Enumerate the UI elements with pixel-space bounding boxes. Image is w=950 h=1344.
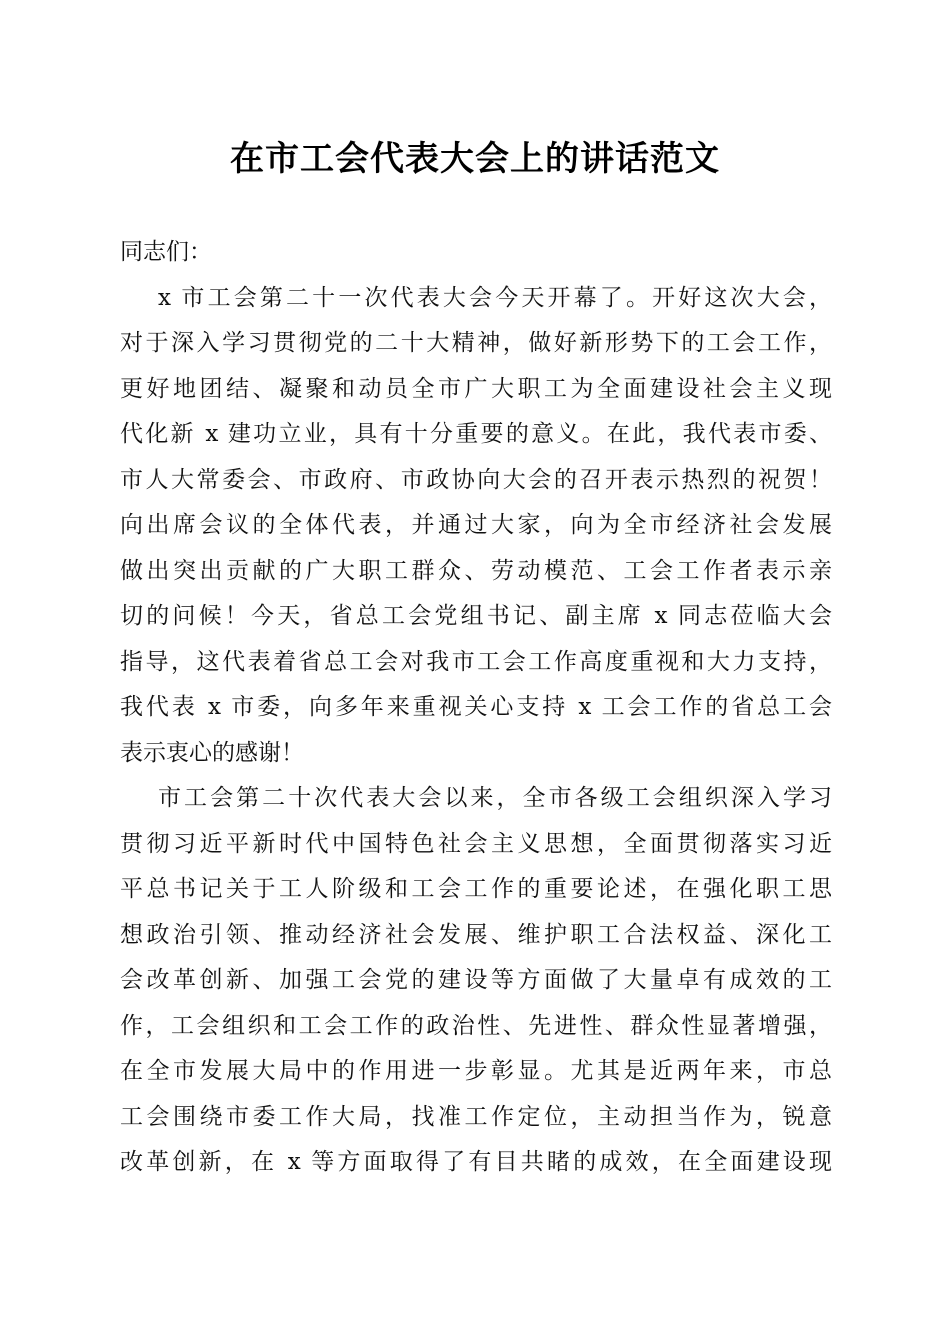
paragraph-line: 切的问候！今天，省总工会党组书记、副主席 x 同志莅临大会 xyxy=(120,603,832,629)
paragraph-line: 市工会第二十次代表大会以来，全市各级工会组织深入学习 xyxy=(158,785,832,811)
paragraph-line: 代化新 x 建功立业，具有十分重要的意义。在此，我代表市委、 xyxy=(120,421,832,447)
paragraph-line: 向出席会议的全体代表，并通过大家，向为全市经济社会发展 xyxy=(120,512,832,538)
paragraph-line: 指导，这代表着省总工会对我市工会工作高度重视和大力支持， xyxy=(120,648,832,675)
paragraph-line: 会改革创新、加强工会党的建设等方面做了大量卓有成效的工 xyxy=(120,967,832,993)
paragraph-1 xyxy=(120,276,832,777)
document-title: 在市工会代表大会上的讲话范文 xyxy=(230,139,720,179)
paragraph-line: 改革创新，在 x 等方面取得了有目共睹的成效，在全面建设现 xyxy=(120,1149,832,1175)
paragraph-line: 市人大常委会、市政府、市政协向大会的召开表示热烈的祝贺！ xyxy=(120,466,832,493)
paragraph-line: x 市工会第二十一次代表大会今天开幕了。开好这次大会， xyxy=(158,284,832,311)
paragraph-line: 表示衷心的感谢！ xyxy=(120,739,304,766)
paragraph-line: 我代表 x 市委，向多年来重视关心支持 x 工会工作的省总工会 xyxy=(120,694,832,720)
paragraph-line: 作，工会组织和工会工作的政治性、先进性、群众性显著增强， xyxy=(120,1012,832,1039)
paragraph-2 xyxy=(120,776,832,1186)
paragraph-line: 更好地团结、凝聚和动员全市广大职工为全面建设社会主义现 xyxy=(120,375,832,402)
paragraph-line: 做出突出贡献的广大职工群众、劳动模范、工会工作者表示亲 xyxy=(120,557,832,584)
paragraph-line: 在全市发展大局中的作用进一步彰显。尤其是近两年来，市总 xyxy=(120,1058,832,1084)
paragraph-line: 平总书记关于工人阶级和工会工作的重要论述，在强化职工思 xyxy=(120,876,832,902)
paragraph-line: 贯彻习近平新时代中国特色社会主义思想，全面贯彻落实习近 xyxy=(120,830,832,857)
paragraph-line: 想政治引领、推动经济社会发展、维护职工合法权益、深化工 xyxy=(120,921,832,948)
salutation: 同志们： xyxy=(120,239,212,265)
paragraph-line: 对于深入学习贯彻党的二十大精神，做好新形势下的工会工作， xyxy=(120,330,832,356)
paragraph-line: 工会围绕市委工作大局，找准工作定位，主动担当作为，锐意 xyxy=(120,1103,832,1130)
document-body xyxy=(120,230,832,1186)
